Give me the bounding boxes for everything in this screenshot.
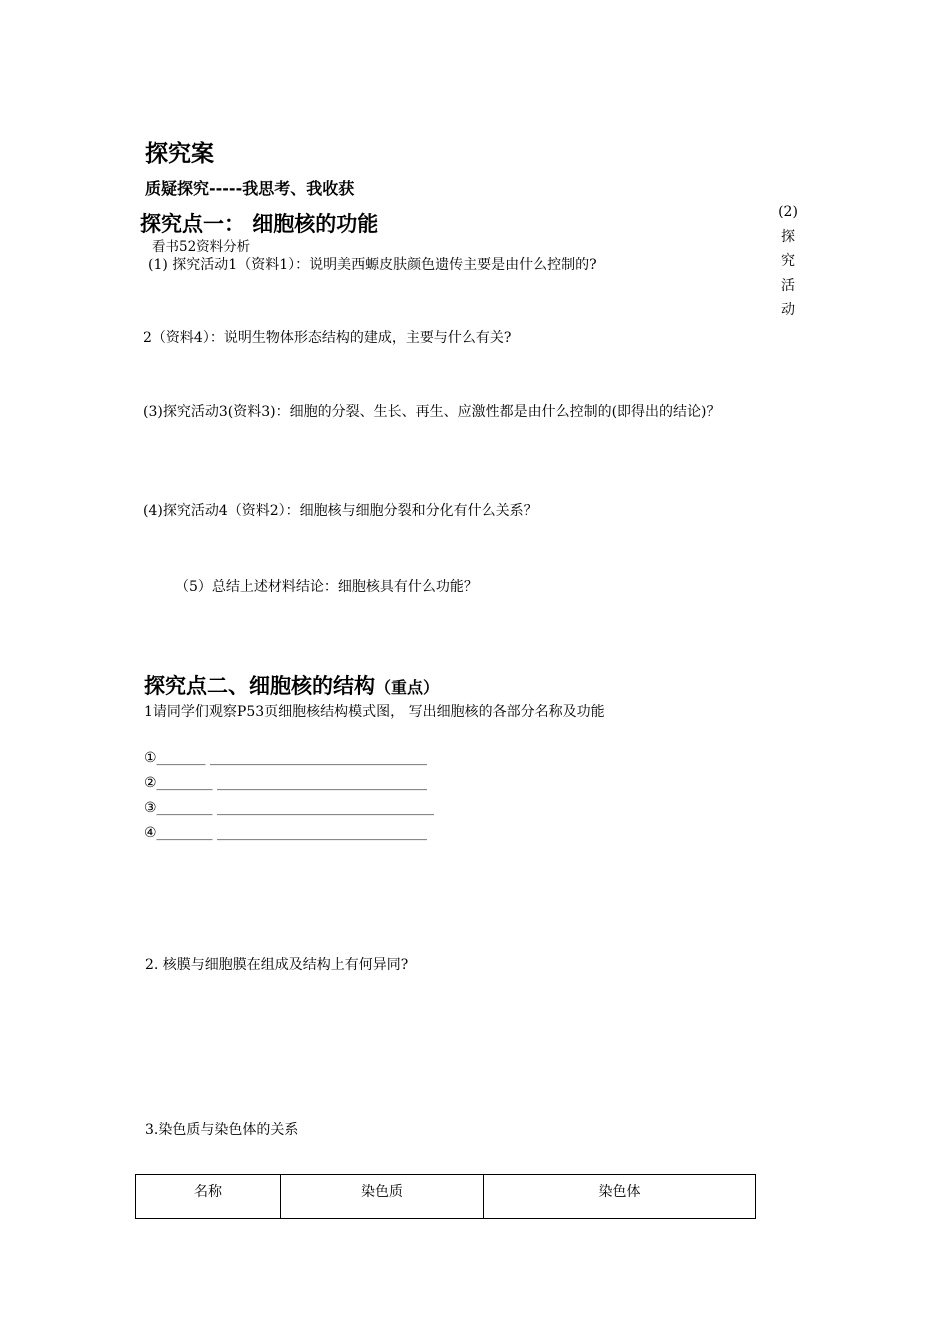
section2-heading: 探究点二、细胞核的结构 [144,674,375,698]
section2-question-2: 2. 核膜与细胞膜在组成及结构上有何异同? [145,957,409,973]
question-3: (3)探究活动3(资料3)：细胞的分裂、生长、再生、应激性都是由什么控制的(即得出的结论)？ [143,404,721,420]
page-subtitle: 质疑探究-----我思考、我收获 [145,179,355,198]
side-label-line: 探 [781,228,795,245]
section2-question-3: 3.染色质与染色体的关系 [145,1122,299,1138]
section2-heading-tag: （重点） [375,678,440,697]
blank-row-1: ①_______ _______________________________ [144,750,428,766]
side-label-line: 动 [781,302,795,318]
table-header-cell: 染色质 [281,1175,484,1219]
table-header-cell: 染色体 [484,1175,756,1219]
blank-row-3: ③________ _______________________________ [144,800,435,816]
question-5: （5）总结上述材料结论：细胞核具有什么功能？ [175,579,478,595]
side-label-line: 活 [781,277,795,294]
question-4: (4)探究活动4（资料2）：细胞核与细胞分裂和分化有什么关系？ [143,503,538,519]
blank-row-2: ②________ ______________________________ [144,775,428,791]
section2-heading-row [144,670,439,700]
blank-row-4: ④________ ______________________________ [144,825,428,841]
side-label-line: (2) [778,204,798,220]
section1-heading: 探究点一： 细胞核的功能 [140,212,379,236]
table-row [136,1175,756,1219]
section1-note: 看书52资料分析 [152,239,251,255]
question-2: 2（资料4）：说明生物体形态结构的建成，主要与什么有关? [143,330,512,346]
side-label-line: 究 [781,253,795,269]
page-title: 探究案 [145,141,214,167]
table-header-cell: 名称 [136,1175,281,1219]
question-1: (1) 探究活动1（资料1）：说明美西螈皮肤颜色遗传主要是由什么控制的? [148,257,597,273]
section2-instruction: 1请同学们观察P53页细胞核结构模式图， 写出细胞核的各部分名称及功能 [144,704,605,720]
chromatin-table [135,1174,756,1219]
side-label [776,200,800,323]
